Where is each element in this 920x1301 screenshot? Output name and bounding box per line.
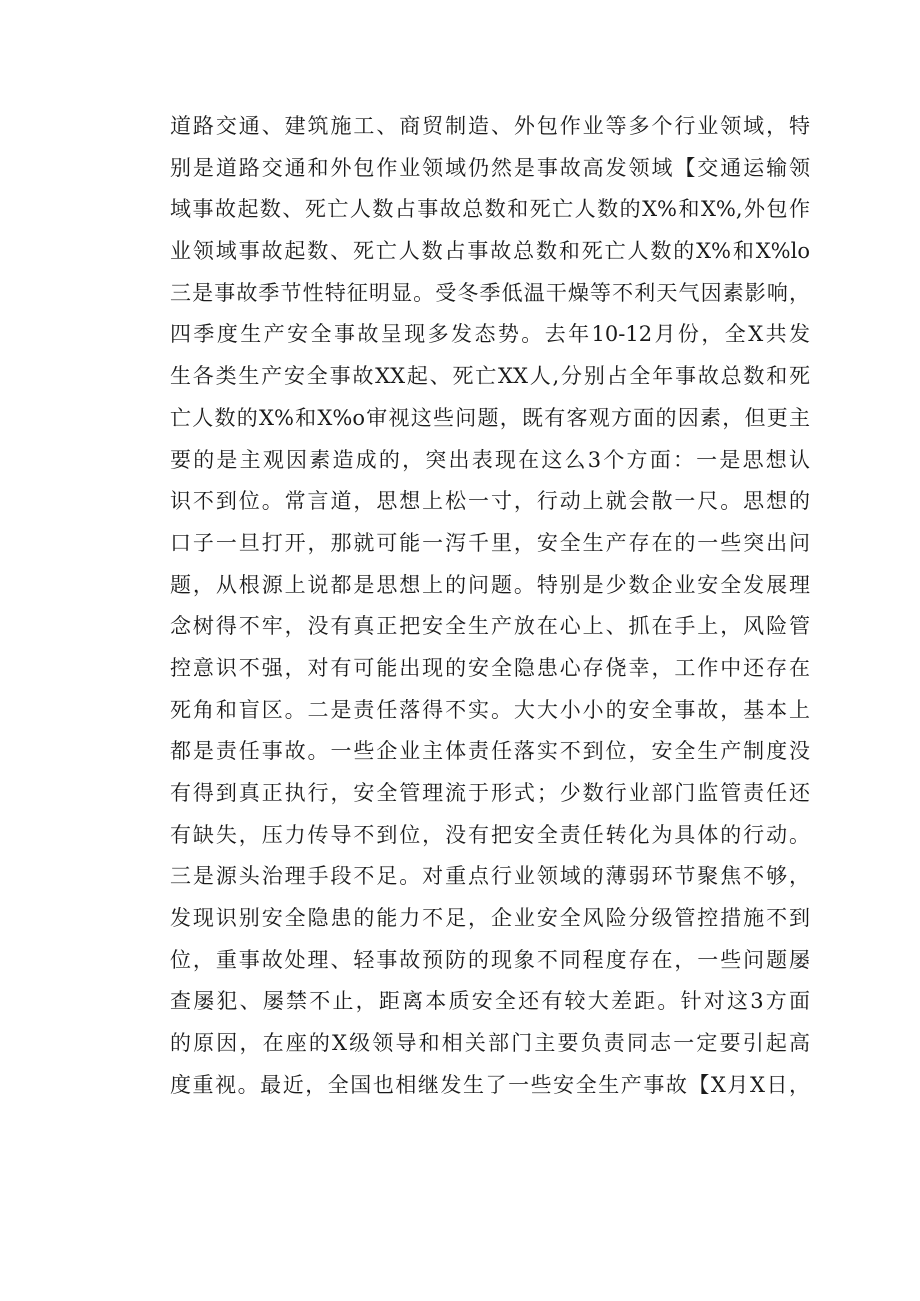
- text-line-23: 的原因，在座的X级领导和相关部门主要负责同志一定要引起高: [170, 1031, 810, 1056]
- text-line-5: 三是事故季节性特征明显。受冬季低温干燥等不利天气因素影响，: [170, 280, 810, 305]
- text-line-12: 题，从根源上说都是思想上的问题。特别是少数企业安全发展理: [170, 572, 810, 597]
- text-line-1: 道路交通、建筑施工、商贸制造、外包作业等多个行业领域，特: [170, 114, 810, 138]
- text-line-4: 业领域事故起数、死亡人数占事故总数和死亡人数的X%和X%lo: [170, 239, 810, 264]
- text-line-24: 度重视。最近，全国也相继发生了一些安全生产事故【X月X日，: [170, 1072, 810, 1097]
- text-line-6: 四季度生产安全事故呈现多发态势。去年10-12月份，全X共发: [170, 322, 810, 347]
- text-line-21: 位，重事故处理、轻事故预防的现象不同程度存在，一些问题屡: [170, 947, 810, 972]
- text-line-14: 控意识不强，对有可能出现的安全隐患心存侥幸，工作中还存在: [170, 655, 810, 680]
- text-line-9: 要的是主观因素造成的，突出表现在这么3个方面：一是思想认: [170, 447, 810, 472]
- text-line-20: 发现识别安全隐患的能力不足，企业安全风险分级管控措施不到: [170, 906, 810, 931]
- text-line-10: 识不到位。常言道，思想上松一寸，行动上就会散一尺。思想的: [170, 489, 810, 514]
- text-line-3: 域事故起数、死亡人数占事故总数和死亡人数的X%和X%,外包作: [170, 197, 810, 222]
- text-line-15: 死角和盲区。二是责任落得不实。大大小小的安全事故，基本上: [170, 697, 810, 722]
- text-line-18: 有缺失，压力传导不到位，没有把安全责任转化为具体的行动。: [170, 822, 810, 847]
- text-line-13: 念树得不牢，没有真正把安全生产放在心上、抓在手上，风险管: [170, 614, 810, 639]
- text-line-7: 生各类生产安全事故XX起、死亡XX人,分别占全年事故总数和死: [170, 364, 810, 389]
- text-line-8: 亡人数的X%和X%o审视这些问题，既有客观方面的因素，但更主: [170, 405, 810, 430]
- text-line-19: 三是源头治理手段不足。对重点行业领域的薄弱环节聚焦不够，: [170, 864, 810, 889]
- text-line-17: 有得到真正执行，安全管理流于形式；少数行业部门监管责任还: [170, 781, 810, 805]
- text-line-2: 别是道路交通和外包作业领域仍然是事故高发领域【交通运输领: [170, 155, 810, 180]
- text-line-11: 口子一旦打开，那就可能一泻千里，安全生产存在的一些突出问: [170, 530, 810, 555]
- body-text: [170, 106, 810, 1107]
- text-line-16: 都是责任事故。一些企业主体责任落实不到位，安全生产制度没: [170, 739, 810, 764]
- text-line-22: 查屡犯、屡禁不止，距离本质安全还有较大差距。针对这3方面: [170, 989, 810, 1014]
